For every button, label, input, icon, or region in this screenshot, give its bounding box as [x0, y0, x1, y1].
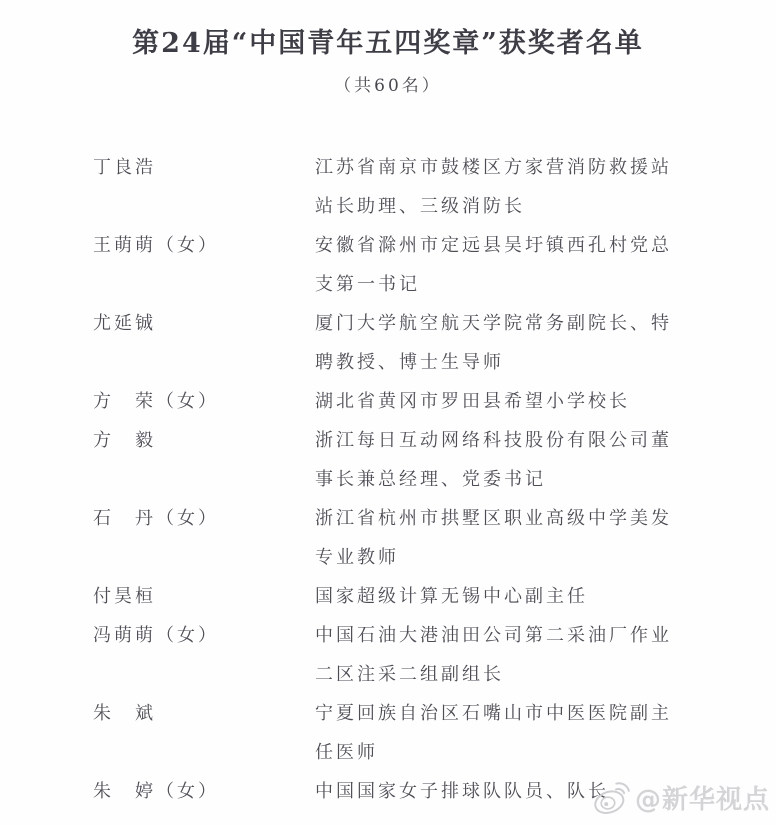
- winner-description: [315, 148, 715, 226]
- winner-description: [315, 616, 715, 694]
- winner-description-line: 国家超级计算无锡中心副主任: [315, 586, 588, 607]
- winner-description-line: 专业教师: [315, 547, 399, 568]
- winner-name: 方 毅: [93, 430, 156, 451]
- winner-description-line: 江苏省南京市鼓楼区方家营消防救援站: [315, 157, 672, 178]
- winner-row: [93, 304, 776, 382]
- weibo-logo-icon: [589, 780, 633, 824]
- winner-row: [93, 421, 776, 499]
- winner-description-line: 浙江每日互动网络科技股份有限公司董: [315, 430, 672, 451]
- winner-description-line: 中国国家女子排球队队员、队长: [315, 781, 609, 802]
- winner-row: [93, 577, 776, 616]
- winner-description-line: 安徽省滁州市定远县吴圩镇西孔村党总: [315, 235, 672, 256]
- winner-name: 石 丹（女）: [93, 508, 219, 529]
- winner-name: 冯萌萌（女）: [93, 625, 219, 646]
- winner-description-line: 浙江省杭州市拱墅区职业高级中学美发: [315, 508, 672, 529]
- winner-name: 朱 斌: [93, 703, 156, 724]
- winner-description: [315, 421, 715, 499]
- winner-description-line: 中国石油大港油田公司第二采油厂作业: [315, 625, 672, 646]
- winner-row: [93, 148, 776, 226]
- winner-description: [315, 226, 715, 304]
- winner-name: 方 荣（女）: [93, 391, 219, 412]
- winner-row: [93, 382, 776, 421]
- winner-name: 朱 婷（女）: [93, 781, 219, 802]
- winner-row: [93, 694, 776, 772]
- winner-description: [315, 304, 715, 382]
- winner-description-line: 宁夏回族自治区石嘴山市中医医院副主: [315, 703, 672, 724]
- winner-description-line: 事长兼总经理、党委书记: [315, 469, 546, 490]
- winner-description: [315, 577, 715, 616]
- winner-name: 付昊桓: [93, 586, 156, 607]
- winner-name: 丁良浩: [93, 157, 156, 178]
- document-title: 第24届“中国青年五四奖章”获奖者名单: [132, 28, 644, 59]
- winner-description-line: 二区注采二组副组长: [315, 664, 504, 685]
- winner-name: 尤延铖: [93, 313, 156, 334]
- winner-description-line: 站长助理、三级消防长: [315, 196, 525, 217]
- winner-description-line: 任医师: [315, 742, 378, 763]
- watermark-handle: @新华视点: [634, 785, 770, 815]
- winner-description-line: 支第一书记: [315, 274, 420, 295]
- winner-row: [93, 499, 776, 577]
- winner-row: [93, 226, 776, 304]
- winner-list: [0, 148, 776, 811]
- winner-description: [315, 382, 715, 421]
- winner-description-line: 聘教授、博士生导师: [315, 352, 504, 373]
- document-subtitle: （共60名）: [334, 76, 442, 96]
- winner-description: [315, 694, 715, 772]
- watermark: [591, 780, 770, 820]
- winner-description-line: 湖北省黄冈市罗田县希望小学校长: [315, 391, 630, 412]
- winner-description-line: 厦门大学航空航天学院常务副院长、特: [315, 313, 672, 334]
- winner-row: [93, 616, 776, 694]
- winner-name: 王萌萌（女）: [93, 235, 219, 256]
- winner-description: [315, 499, 715, 577]
